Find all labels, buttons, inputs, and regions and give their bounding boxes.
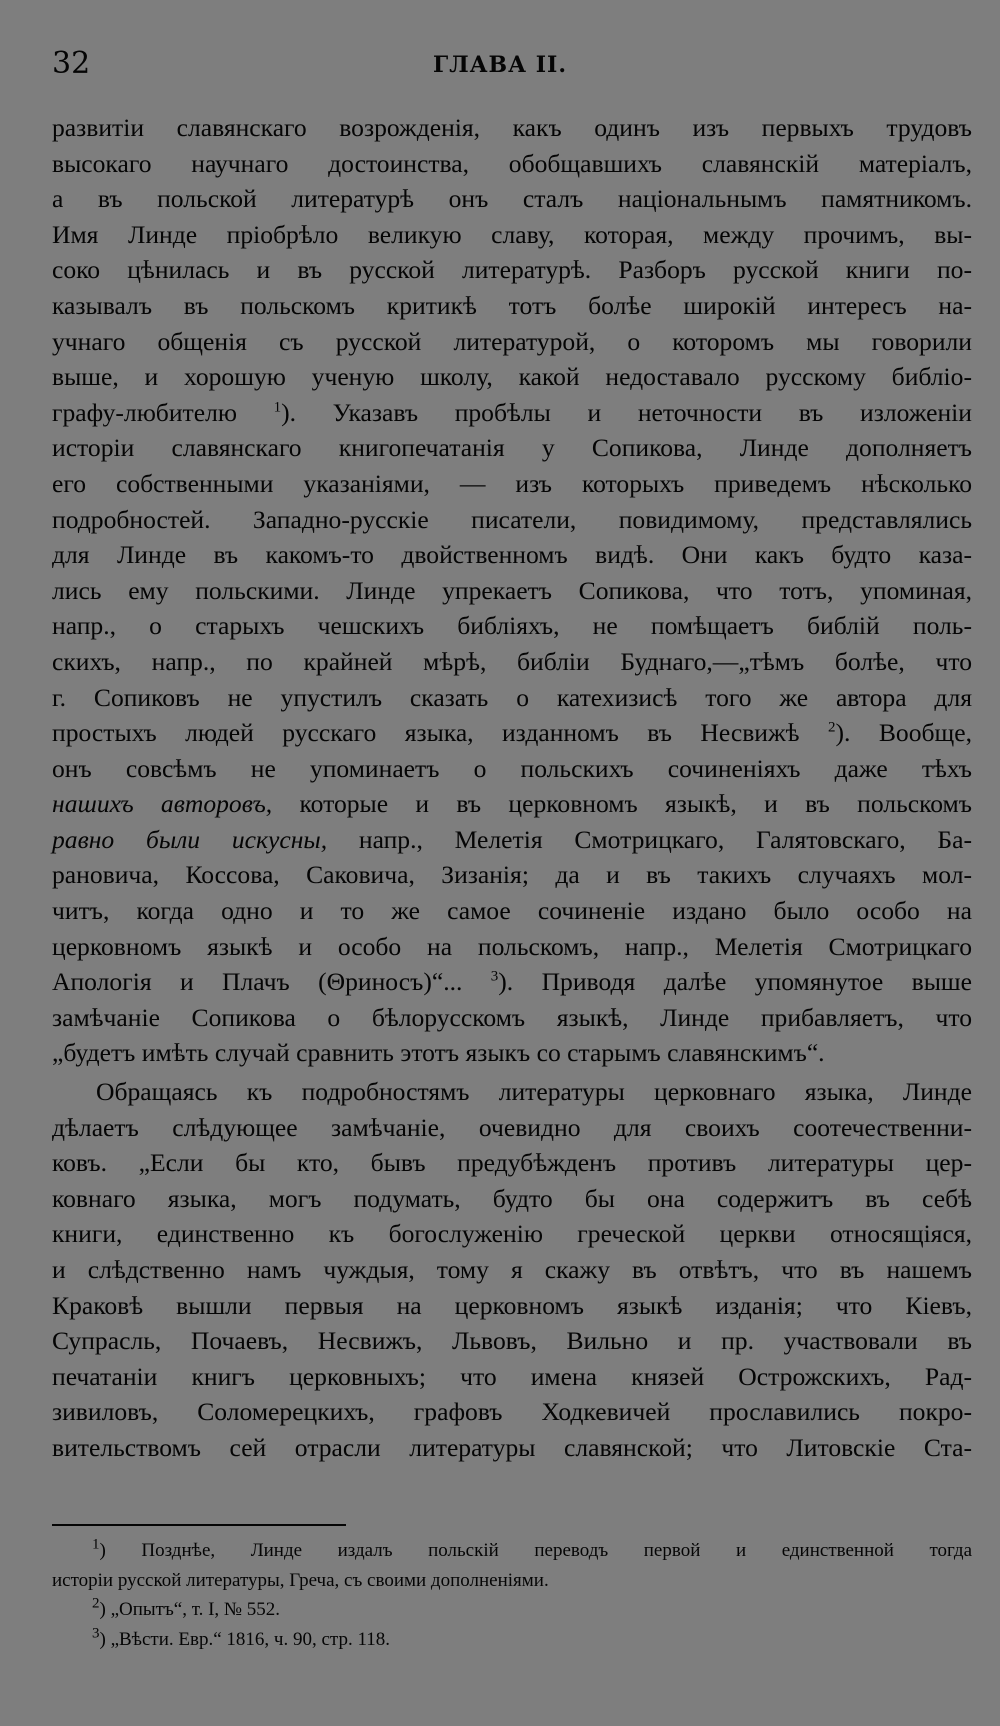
text-line: простыхъ людей русскаго языка, изданномъ въ Несвижѣ $^2$). Вообще, xyxy=(52,718,972,748)
text-line: выше, и хорошую ученую школу, какой недоставало русскому библіо- xyxy=(52,362,972,392)
italic-phrase: равно были искусны, xyxy=(52,824,328,854)
footnotes xyxy=(52,1536,972,1654)
text-line: Супрасль, Почаевъ, Несвижъ, Львовъ, Вильно и пр. участвовали въ xyxy=(52,1326,972,1356)
text-line: напр., о старыхъ чешскихъ библіяхъ, не помѣщаетъ библій поль- xyxy=(52,611,972,641)
footnote-text: Позднѣе, Линде издалъ польскій переводъ первой и единственной тогда xyxy=(141,1540,973,1561)
text-line: а въ польской литературѣ онъ сталъ національнымъ памятникомъ. xyxy=(52,184,972,214)
text-line: скихъ, напр., по крайней мѣрѣ, библіи Буднаго,—„тѣмъ болѣе, что xyxy=(52,646,972,676)
text-line: Имя Линде пріобрѣло великую славу, которая, между прочимъ, вы- xyxy=(52,219,972,249)
text-line: г. Сопиковъ не упустилъ сказать о катехизисѣ того же автора для xyxy=(52,682,972,712)
text-fragment: графу-любителю xyxy=(52,397,237,427)
footnote-ref[interactable]: 1 xyxy=(273,399,282,416)
text-line: рановича, Коссова, Саковича, Зизанія; да и въ такихъ случаяхъ мол- xyxy=(52,860,972,890)
text-fragment: Апологія и Плачъ (Θриносъ)“... xyxy=(52,967,463,997)
main-text xyxy=(52,110,972,1466)
text-line: ковнаго языка, могъ подумать, будто бы она содержитъ въ себѣ xyxy=(52,1183,972,1213)
footnote-mark: 1 xyxy=(92,1536,100,1553)
footnote-ref[interactable]: 2 xyxy=(828,719,836,736)
text-line: „будетъ имѣть случай сравнить этотъ языкъ со старымъ славянскимъ“. xyxy=(52,1038,825,1068)
paragraph xyxy=(52,1074,972,1466)
text-line: учнаго общенія съ русской литературой, о которомъ мы говорили xyxy=(52,326,972,356)
text-line: зивиловъ, Соломерецкихъ, графовъ Ходкевичей прославились покро- xyxy=(52,1397,972,1427)
text-line: подробностей. Западно-русскіе писатели, повидимому, представлялись xyxy=(52,504,972,534)
text-fragment: Вообще, xyxy=(878,718,972,748)
text-fragment: которые и въ церковномъ языкѣ, и въ польскомъ xyxy=(299,789,972,819)
text-line: церковномъ языкѣ и особо на польскомъ, напр., Мелетія Смотрицкаго xyxy=(52,931,972,961)
footnote-1-cont: исторіи русской литературы, Греча, съ своими дополненіями. xyxy=(52,1569,549,1591)
text-line: онъ совсѣмъ не упоминаетъ о польскихъ сочиненіяхъ даже тѣхъ xyxy=(52,753,972,783)
text-line: печатаніи книгъ церковныхъ; что имена князей Острожскихъ, Рад- xyxy=(52,1361,972,1391)
text-line: казывалъ въ польскомъ критикѣ тотъ болѣе широкій интересъ на- xyxy=(52,290,972,320)
text-line: его собственными указаніями, — изъ которыхъ приведемъ нѣсколько xyxy=(52,468,972,498)
text-line: читъ, когда одно и то же самое сочиненіе издано было особо на xyxy=(52,896,972,926)
text-line xyxy=(52,822,972,858)
text-line: графу-любителю $^1$). Указавъ пробѣлы и неточности въ изложеніи xyxy=(52,397,972,427)
text-line: дѣлаетъ слѣдующее замѣчаніе, очевидно для своихъ соотечественни- xyxy=(52,1112,972,1142)
text-line: и слѣдственно намъ чуждыя, тому я скажу въ отвѣтъ, что въ нашемъ xyxy=(52,1255,972,1284)
footnote-3: $^3$) „Вѣсти. Евр.“ 1816, ч. 90, стр. 118. xyxy=(92,1625,390,1650)
text-line: лись ему польскими. Линде упрекаетъ Сопикова, что тотъ, упоминая, xyxy=(52,575,972,605)
text-line: замѣчаніе Сопикова о бѣлорусскомъ языкѣ, Линде прибавляетъ, что xyxy=(52,1002,972,1032)
text-line: соко цѣнилась и въ русской литературѣ. Разборъ русской книги по- xyxy=(52,255,972,285)
footnote-2: $^2$) „Опытъ“, т. I, № 552. xyxy=(92,1595,281,1620)
text-fragment: Указавъ пробѣлы и неточности въ изложеніи xyxy=(332,397,972,427)
page-header xyxy=(0,38,1000,88)
footnote-divider xyxy=(52,1524,346,1526)
text-line: для Линде въ какомъ-то двойственномъ видѣ. Они какъ будто каза- xyxy=(52,540,972,570)
text-line: Обращаясь къ подробностямъ литературы церковнаго языка, Линде xyxy=(96,1077,972,1107)
text-line: высокаго научнаго достоинства, обобщавшихъ славянскій матеріалъ, xyxy=(52,148,972,178)
text-line xyxy=(52,786,972,822)
text-line: исторіи славянскаго книгопечатанія у Сопикова, Линде дополняетъ xyxy=(52,433,972,463)
text-fragment: простыхъ людей русскаго языка, изданномъ въ Несвижѣ xyxy=(52,718,800,748)
running-head: ГЛАВА II. xyxy=(433,52,567,78)
text-fragment: напр., Мелетія Смотрицкаго, Галятовскаго, Ба- xyxy=(358,824,972,854)
text-line: ковъ. „Если бы кто, бывъ предубѣжденъ противъ литературы цер- xyxy=(52,1148,972,1178)
text-line: Краковѣ вышли первыя на церковномъ языкѣ изданія; что Кіевъ, xyxy=(52,1290,972,1320)
text-line: развитіи славянскаго возрожденія, какъ одинъ изъ первыхъ трудовъ xyxy=(52,113,972,142)
text-line: книги, единственно къ богослуженію греческой церкви относящіяся, xyxy=(52,1219,972,1249)
footnote-text: „Вѣсти. Евр.“ 1816, ч. 90, стр. 118. xyxy=(110,1628,390,1650)
footnote-1: $^1$) Позднѣе, Линде издалъ польскій переводъ первой и единственной тогда xyxy=(92,1536,973,1561)
footnote-text: „Опытъ“, т. I, № 552. xyxy=(110,1599,281,1620)
footnote-mark: 3 xyxy=(92,1625,100,1642)
text-line: Апологія и Плачъ (Θриносъ)“... $^3$). Приводя далѣе упомянутое выше xyxy=(52,967,972,997)
footnote-ref[interactable]: 3 xyxy=(490,968,499,985)
text-line: вительствомъ сей отрасли литературы славянской; что Литовскіе Ста- xyxy=(52,1432,972,1462)
footnote-mark: 2 xyxy=(92,1595,100,1612)
text-fragment: Приводя далѣе упомянутое выше xyxy=(541,967,972,997)
page-number: 32 xyxy=(52,46,91,81)
italic-phrase: нашихъ авторовъ, xyxy=(52,789,273,819)
